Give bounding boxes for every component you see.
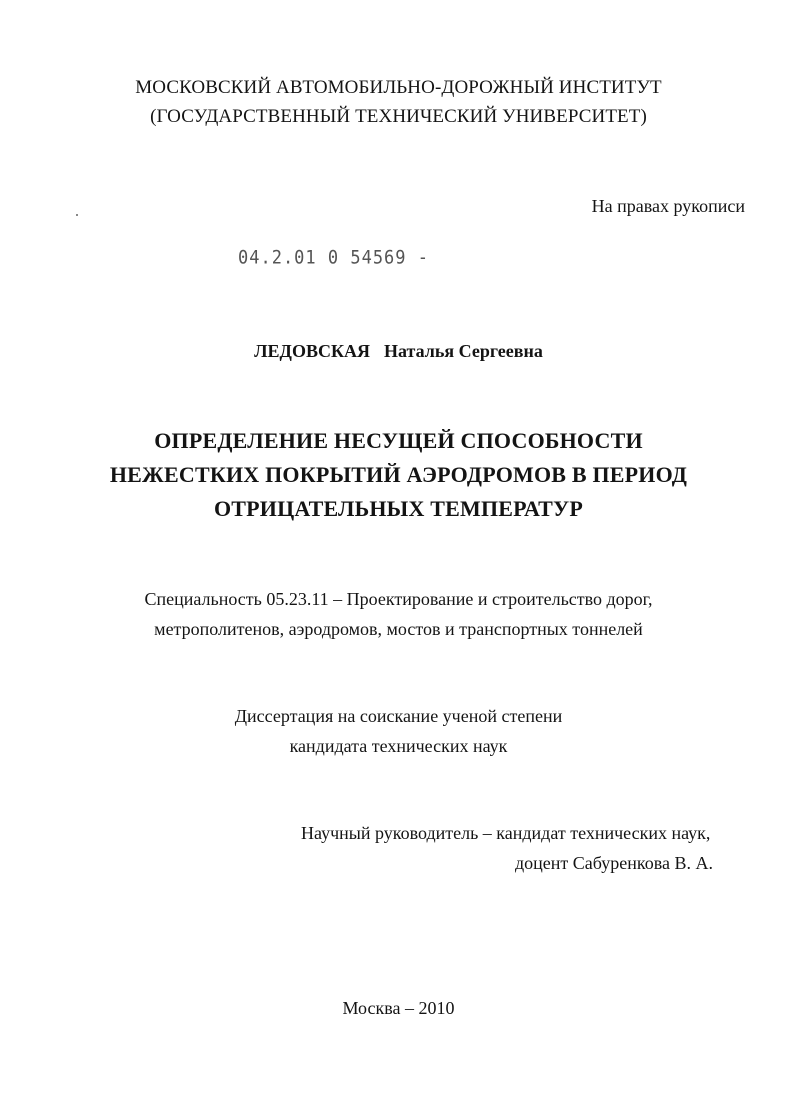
author-name <box>0 341 797 362</box>
specialty-line2: метрополитенов, аэродромов, мостов и транспортных тоннелей <box>154 619 643 639</box>
specialty-line1: Специальность 05.23.11 – Проектирование и строительство дорог, <box>144 589 653 609</box>
institute-name-line1: МОСКОВСКИЙ АВТОМОБИЛЬНО-ДОРОЖНЫЙ ИНСТИТУТ <box>135 77 662 98</box>
dissertation-title-line3: ОТРИЦАТЕЛЬНЫХ ТЕМПЕРАТУР <box>213 496 584 521</box>
dissertation-title-line1: ОПРЕДЕЛЕНИЕ НЕСУЩЕЙ СПОСОБНОСТИ <box>154 428 643 453</box>
author-given-names: Наталья Сергеевна <box>384 341 543 361</box>
degree-line2: кандидата технических наук <box>289 736 508 756</box>
supervisor-line1: Научный руководитель – кандидат технических наук, <box>301 823 711 843</box>
degree-line1: Диссертация на соискание ученой степени <box>234 706 563 726</box>
supervisor-line2: доцент Сабуренкова В. А. <box>515 853 713 873</box>
library-stamp-code: 04.2.01 0 54569 - <box>238 247 429 269</box>
scan-speck <box>76 214 78 216</box>
rights-note: На правах рукописи <box>591 196 745 216</box>
author-surname: ЛЕДОВСКАЯ <box>254 341 370 361</box>
city-year: Москва – 2010 <box>342 998 455 1018</box>
dissertation-title-line2: НЕЖЕСТКИХ ПОКРЫТИЙ АЭРОДРОМОВ В ПЕРИОД <box>109 462 688 487</box>
institute-name-line2: (ГОСУДАРСТВЕННЫЙ ТЕХНИЧЕСКИЙ УНИВЕРСИТЕТ) <box>150 106 647 127</box>
